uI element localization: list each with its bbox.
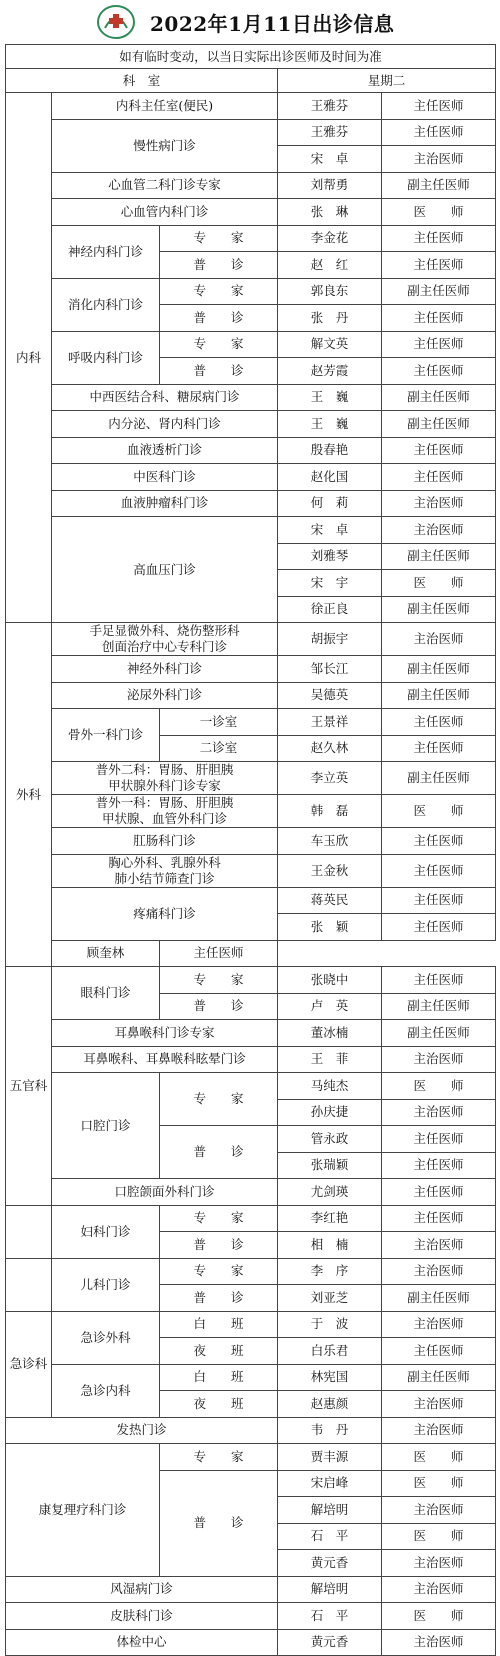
table-cell: 主任医师 (382, 967, 496, 994)
table-cell: 疼痛科门诊 (52, 887, 278, 940)
table-cell: 主任医师 (382, 914, 496, 941)
notice-row (6, 45, 496, 69)
table-cell: 普外一科：胃肠、肝胆胰 甲状腺、血管外科门诊 (52, 795, 278, 828)
table-cell: 主任医师 (382, 1179, 496, 1206)
table-cell: 中西医结合科、糖尿病门诊 (52, 384, 278, 411)
table-cell: 李金花 (278, 225, 382, 252)
table-cell: 副主任医师 (382, 656, 496, 683)
table-row (6, 119, 496, 146)
table-cell: 宋 卓 (278, 517, 382, 544)
table-cell: 主治医师 (382, 1576, 496, 1603)
table-row (6, 1073, 496, 1100)
table-cell: 刘雅琴 (278, 543, 382, 570)
table-cell: 专 家 (160, 331, 278, 358)
table-cell: 医 师 (382, 1073, 496, 1100)
table-cell: 主任医师 (382, 437, 496, 464)
table-row (6, 1417, 496, 1444)
table-cell: 耳鼻喉科门诊专家 (52, 1020, 278, 1047)
table-row (6, 1205, 496, 1232)
table-cell: 主任医师 (160, 940, 278, 967)
table-cell: 急诊外科 (52, 1311, 160, 1364)
table-cell: 贾丰源 (278, 1444, 382, 1471)
table-cell: 主任医师 (382, 828, 496, 855)
table-row (6, 682, 496, 709)
table-row (6, 1046, 496, 1073)
table-cell: 主任医师 (382, 331, 496, 358)
table-cell: 普 诊 (160, 1285, 278, 1312)
table-cell: 医 师 (382, 1470, 496, 1497)
table-cell: 专 家 (160, 967, 278, 994)
table-cell: 王景祥 (278, 709, 382, 736)
table-cell: 医 师 (382, 570, 496, 597)
table-cell: 胸心外科、乳腺外科 肺小结节筛查门诊 (52, 854, 278, 887)
table-cell: 主任医师 (382, 464, 496, 491)
table-cell: 林宪国 (278, 1364, 382, 1391)
table-cell: 王 巍 (278, 411, 382, 438)
table-cell: 主任医师 (382, 709, 496, 736)
table-cell: 主治医师 (382, 1232, 496, 1259)
table-cell: 张 颖 (278, 914, 382, 941)
table-cell: 专 家 (160, 1444, 278, 1471)
table-cell: 内科主任室(便民) (52, 93, 278, 120)
table-cell: 黄元香 (278, 1629, 382, 1656)
table-cell: 孙庆捷 (278, 1099, 382, 1126)
table-cell: 副主任医师 (382, 543, 496, 570)
table-cell: 普 诊 (160, 358, 278, 385)
table-cell: 张 丹 (278, 305, 382, 332)
table-cell: 王金秋 (278, 854, 382, 887)
header-row (6, 69, 496, 93)
table-cell: 五官科 (6, 967, 52, 1206)
table-cell: 解文英 (278, 331, 382, 358)
table-cell: 普 诊 (160, 252, 278, 279)
table-row (6, 1603, 496, 1630)
table-cell: 白乐君 (278, 1338, 382, 1365)
table-cell: 车玉欣 (278, 828, 382, 855)
table-cell: 副主任医师 (382, 172, 496, 199)
table-row (6, 384, 496, 411)
table-cell: 韩 磊 (278, 795, 382, 828)
table-cell: 副主任医师 (382, 762, 496, 795)
table-cell: 普 诊 (160, 305, 278, 332)
table-cell: 主治医师 (382, 1258, 496, 1285)
table-cell: 董冰楠 (278, 1020, 382, 1047)
table-cell: 主任医师 (382, 735, 496, 762)
notice-text: 如有临时变动，以当日实际出诊医师及时间为准 (6, 45, 496, 69)
table-cell: 康复理疗科门诊 (6, 1444, 160, 1577)
table-cell: 顾奎林 (52, 940, 160, 967)
table-cell: 徐正良 (278, 596, 382, 623)
table-row (6, 93, 496, 120)
table-row (6, 1629, 496, 1656)
table-cell: 心血管二科门诊专家 (52, 172, 278, 199)
table-cell: 专 家 (160, 1073, 278, 1126)
table-cell: 高血压门诊 (52, 517, 278, 623)
table-cell: 主任医师 (382, 854, 496, 887)
table-cell: 副主任医师 (382, 1364, 496, 1391)
table-cell: 肛肠科门诊 (52, 828, 278, 855)
table-row (6, 656, 496, 683)
table-row (6, 225, 496, 252)
table-cell: 王雅芬 (278, 119, 382, 146)
table-cell: 口腔门诊 (52, 1073, 160, 1179)
table-row (6, 1364, 496, 1391)
table-cell: 何 莉 (278, 490, 382, 517)
table-cell: 主治医师 (382, 146, 496, 173)
table-cell: 副主任医师 (382, 278, 496, 305)
table-cell: 宋启峰 (278, 1470, 382, 1497)
table-cell: 主治医师 (382, 1046, 496, 1073)
table-cell (6, 1205, 52, 1258)
table-cell: 尤剑瑛 (278, 1179, 382, 1206)
table-row (6, 967, 496, 994)
table-row (6, 1258, 496, 1285)
table-cell: 二诊室 (160, 735, 278, 762)
table-row (6, 411, 496, 438)
table-cell: 王 菲 (278, 1046, 382, 1073)
table-row (6, 1444, 496, 1471)
table-cell: 急诊科 (6, 1311, 52, 1417)
table-cell: 王雅芬 (278, 93, 382, 120)
table-cell: 吴德英 (278, 682, 382, 709)
table-cell: 赵芳霞 (278, 358, 382, 385)
table-cell: 主任医师 (382, 119, 496, 146)
table-cell: 黄元香 (278, 1550, 382, 1577)
table-cell: 李红艳 (278, 1205, 382, 1232)
table-cell: 普 诊 (160, 1126, 278, 1179)
table-row (6, 795, 496, 828)
table-cell: 赵 红 (278, 252, 382, 279)
table-cell: 副主任医师 (382, 1285, 496, 1312)
table-cell: 专 家 (160, 1258, 278, 1285)
table-cell: 主治医师 (382, 1550, 496, 1577)
table-cell: 妇科门诊 (52, 1205, 160, 1258)
table-cell: 体检中心 (6, 1629, 278, 1656)
table-row (6, 940, 496, 967)
table-cell: 主任医师 (382, 252, 496, 279)
table-cell: 发热门诊 (6, 1417, 278, 1444)
table-cell: 副主任医师 (382, 682, 496, 709)
table-cell: 主治医师 (382, 490, 496, 517)
table-cell: 副主任医师 (382, 596, 496, 623)
table-cell: 刘帮勇 (278, 172, 382, 199)
table-cell: 副主任医师 (382, 1020, 496, 1047)
table-cell: 副主任医师 (382, 384, 496, 411)
table-cell: 管永政 (278, 1126, 382, 1153)
table-cell: 主任医师 (382, 887, 496, 914)
table-cell: 一诊室 (160, 709, 278, 736)
page-header (0, 0, 500, 44)
table-row (6, 331, 496, 358)
table-row (6, 623, 496, 656)
table-cell: 骨外一科门诊 (52, 709, 160, 762)
table-cell: 主治医师 (382, 1391, 496, 1418)
table-cell: 张晓中 (278, 967, 382, 994)
table-cell: 王 巍 (278, 384, 382, 411)
table-cell: 石 平 (278, 1523, 382, 1550)
table-cell: 主任医师 (382, 93, 496, 120)
table-cell: 手足显微外科、烧伤整形科 创面治疗中心专科门诊 (52, 623, 278, 656)
table-row (6, 709, 496, 736)
table-cell: 主治医师 (382, 1629, 496, 1656)
table-cell: 急诊内科 (52, 1364, 160, 1417)
table-cell: 中医科门诊 (52, 464, 278, 491)
table-cell: 主治医师 (382, 517, 496, 544)
table-cell: 消化内科门诊 (52, 278, 160, 331)
table-cell: 风湿病门诊 (6, 1576, 278, 1603)
table-cell: 李立英 (278, 762, 382, 795)
table-cell: 耳鼻喉科、耳鼻喉科眩晕门诊 (52, 1046, 278, 1073)
table-cell: 医 师 (382, 1444, 496, 1471)
table-row (6, 828, 496, 855)
table-cell: 神经内科门诊 (52, 225, 160, 278)
table-cell: 普 诊 (160, 1232, 278, 1259)
table-cell: 宋 宇 (278, 570, 382, 597)
table-cell: 神经外科门诊 (52, 656, 278, 683)
table-cell: 主任医师 (382, 305, 496, 332)
page-title: 2022年1月11日出诊信息 (150, 12, 395, 36)
table-cell: 普 诊 (160, 1470, 278, 1576)
table-cell (6, 1258, 52, 1311)
table-cell: 主任医师 (382, 358, 496, 385)
table-cell: 外科 (6, 623, 52, 967)
table-cell: 赵久林 (278, 735, 382, 762)
table-row (6, 490, 496, 517)
table-row (6, 762, 496, 795)
table-cell: 专 家 (160, 225, 278, 252)
table-cell: 泌尿外科门诊 (52, 682, 278, 709)
table-cell: 相 楠 (278, 1232, 382, 1259)
table-cell: 夜 班 (160, 1338, 278, 1365)
table-cell: 内科 (6, 93, 52, 623)
table-cell: 主治医师 (382, 1311, 496, 1338)
table-cell: 血液透析门诊 (52, 437, 278, 464)
table-cell: 副主任医师 (382, 411, 496, 438)
table-cell: 儿科门诊 (52, 1258, 160, 1311)
table-cell: 心血管内科门诊 (52, 199, 278, 226)
table-cell: 石 平 (278, 1603, 382, 1630)
table-cell: 于 波 (278, 1311, 382, 1338)
table-cell: 副主任医师 (382, 993, 496, 1020)
table-row (6, 172, 496, 199)
table-cell: 解培明 (278, 1576, 382, 1603)
table-cell: 主任医师 (382, 1205, 496, 1232)
table-cell: 张瑞颖 (278, 1152, 382, 1179)
table-cell: 主任医师 (382, 1338, 496, 1365)
table-cell: 主治医师 (382, 1417, 496, 1444)
table-cell: 郭良东 (278, 278, 382, 305)
table-row (6, 437, 496, 464)
table-cell: 普外二科：胃肠、肝胆胰 甲状腺外科门诊专家 (52, 762, 278, 795)
table-cell: 主治医师 (382, 623, 496, 656)
table-cell: 主治医师 (382, 1497, 496, 1524)
table-cell: 蒋英民 (278, 887, 382, 914)
table-row (6, 887, 496, 914)
table-cell: 慢性病门诊 (52, 119, 278, 172)
day-header: 星期二 (278, 69, 496, 93)
table-cell: 李 序 (278, 1258, 382, 1285)
table-cell: 主任医师 (382, 225, 496, 252)
table-cell: 宋 卓 (278, 146, 382, 173)
table-cell: 白 班 (160, 1364, 278, 1391)
table-cell: 医 师 (382, 199, 496, 226)
table-cell: 医 师 (382, 795, 496, 828)
table-row (6, 1576, 496, 1603)
dept-header: 科 室 (6, 69, 278, 93)
table-cell: 韦 丹 (278, 1417, 382, 1444)
hospital-logo-icon (96, 4, 136, 40)
table-cell: 专 家 (160, 278, 278, 305)
table-row (6, 1179, 496, 1206)
table-cell: 卢 英 (278, 993, 382, 1020)
table-cell: 殷春艳 (278, 437, 382, 464)
table-row (6, 464, 496, 491)
table-cell: 夜 班 (160, 1391, 278, 1418)
table-row (6, 1020, 496, 1047)
table-cell: 张 琳 (278, 199, 382, 226)
table-cell: 解培明 (278, 1497, 382, 1524)
table-cell: 赵化国 (278, 464, 382, 491)
table-cell: 白 班 (160, 1311, 278, 1338)
table-cell: 眼科门诊 (52, 967, 160, 1020)
table-cell: 专 家 (160, 1205, 278, 1232)
table-cell: 皮肤科门诊 (6, 1603, 278, 1630)
table-cell: 医 师 (382, 1523, 496, 1550)
table-cell: 血液肿瘤科门诊 (52, 490, 278, 517)
table-row (6, 278, 496, 305)
table-cell: 医 师 (382, 1603, 496, 1630)
table-cell: 胡振宇 (278, 623, 382, 656)
table-cell: 主任医师 (382, 1126, 496, 1153)
schedule-table (5, 44, 496, 1656)
table-cell: 口腔颌面外科门诊 (52, 1179, 278, 1206)
table-cell: 主治医师 (382, 1099, 496, 1126)
table-cell: 赵惠颜 (278, 1391, 382, 1418)
table-row (6, 854, 496, 887)
table-cell: 普 诊 (160, 993, 278, 1020)
table-cell: 内分泌、肾内科门诊 (52, 411, 278, 438)
table-cell: 主任医师 (382, 1152, 496, 1179)
table-row (6, 199, 496, 226)
table-row (6, 517, 496, 544)
table-cell: 刘亚芝 (278, 1285, 382, 1312)
table-cell: 马纯杰 (278, 1073, 382, 1100)
table-cell: 呼吸内科门诊 (52, 331, 160, 384)
table-row (6, 1311, 496, 1338)
table-cell: 邹长江 (278, 656, 382, 683)
